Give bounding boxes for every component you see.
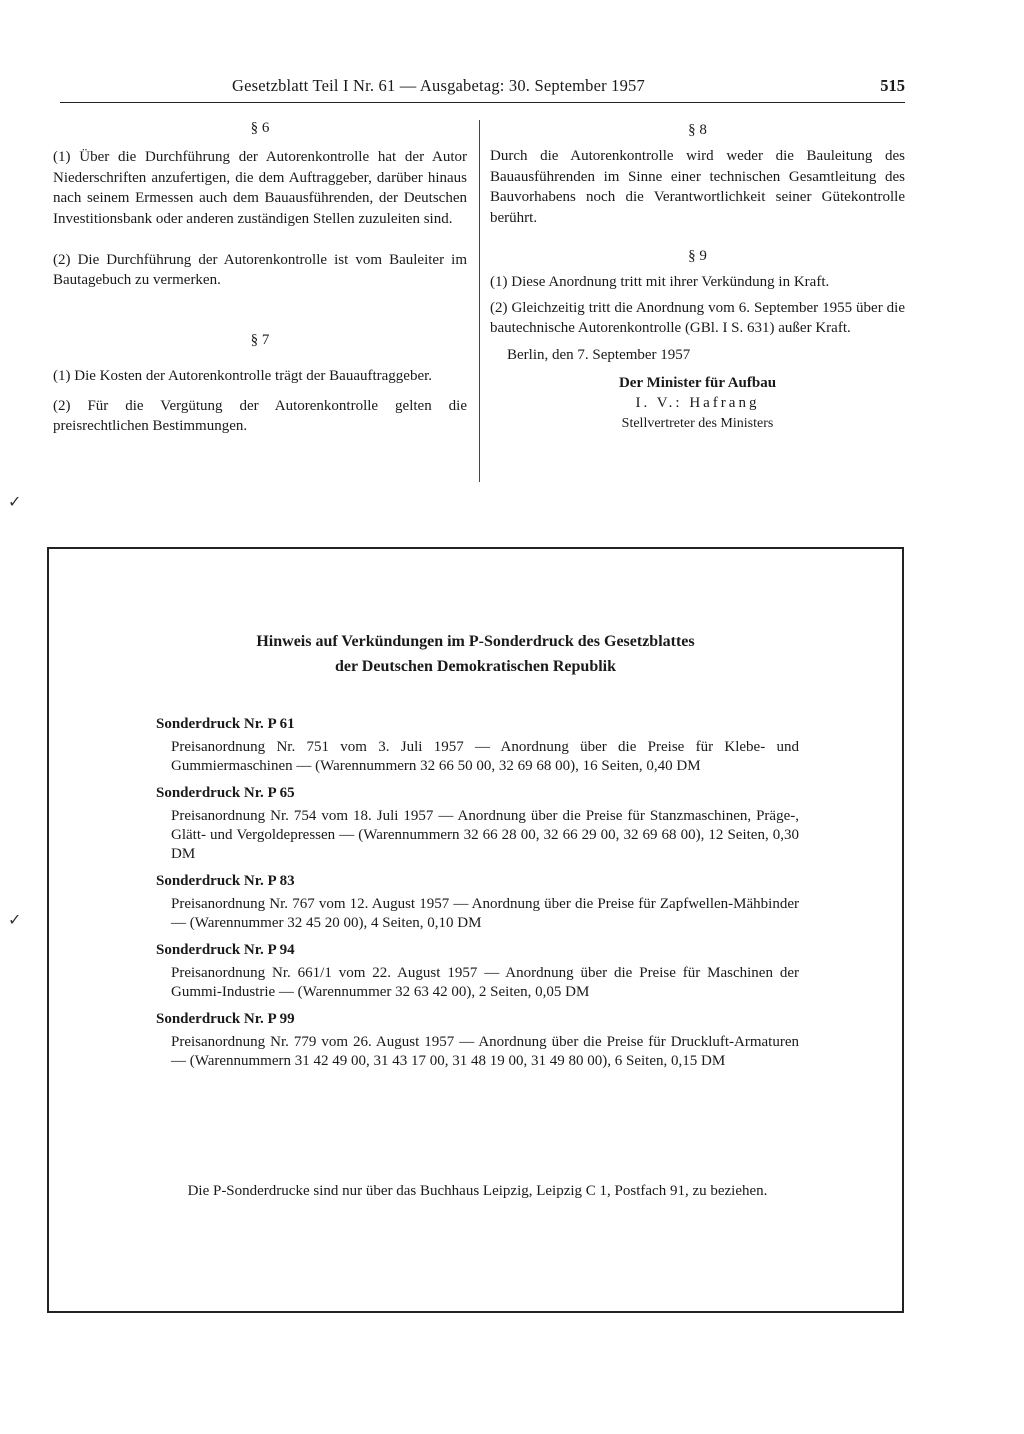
entry-text: Preisanordnung Nr. 754 vom 18. Juli 1957 — Anordnung über die Preise für Stanzmaschinen, Präge-, Glätt- und Vergoldepressen — (Warennummern 32 66 28 00, 32 66 29 00, 32 69 68 00), 12 Seiten, 0,30 DM (171, 808, 799, 862)
notice-title (49, 629, 902, 679)
place-date: Berlin, den 7. September 1957 (507, 346, 691, 363)
entry-heading: Sonderdruck Nr. P 99 (156, 1011, 295, 1027)
list-item (156, 784, 799, 864)
margin-check-mark: ✓ (8, 494, 22, 511)
signatory-role: Stellvertreter des Ministers (621, 415, 774, 431)
entry-text: Preisanordnung Nr. 661/1 vom 22. August 1957 — Anordnung über die Preise für Maschinen der Gummi-Industrie — (Warennummer 32 63 42 00), 2 Seiten, 0,05 DM (171, 965, 799, 1000)
section-8-heading: § 8 (688, 122, 707, 138)
entry-text: Preisanordnung Nr. 779 vom 26. August 1957 — Anordnung über die Preise für Druckluft-Armaturen — (Warennummern 31 42 49 00, 31 43 17 00, 31 48 19 00, 31 49 80 00), 6 Seiten, 0,15 DM (171, 1034, 799, 1069)
section-6-heading: § 6 (250, 120, 270, 136)
section-7-paragraph-1: (1) Die Kosten der Autorenkontrolle trägt der Bauauftraggeber. (53, 368, 433, 385)
ordering-note: Die P-Sonderdrucke sind nur über das Buchhaus Leipzig, Leipzig C 1, Postfach 91, zu beziehen. (187, 1183, 768, 1199)
notice-title-line-2: der Deutschen Demokratischen Republik (334, 658, 617, 675)
notice-box (47, 547, 904, 1313)
special-print-list (156, 715, 799, 1079)
left-column (53, 118, 467, 436)
signatory-name: I. V.: Hafrang (635, 395, 760, 412)
section-7-paragraph-2: (2) Für die Vergütung der Autorenkontrolle gelten die preisrechtlichen Bestimmungen. (53, 397, 467, 435)
gazette-title: Gesetzblatt Teil I Nr. 61 — Ausgabetag: 30. September 1957 (232, 76, 645, 95)
page-header (60, 76, 905, 103)
section-6-paragraph-1: (1) Über die Durchführung der Autorenkontrolle hat der Autor Niederschriften anzufertigen, die dem Auftraggeber, darüber hinaus nach seinem Ermessen auch dem Bauausführenden, der Deutschen Investitionsbank oder anderen zuständigen Stellen zuzuleiten sind. (53, 149, 467, 227)
entry-heading: Sonderdruck Nr. P 94 (156, 942, 295, 958)
signatory-organization: Der Minister für Aufbau (618, 375, 777, 392)
entry-heading: Sonderdruck Nr. P 83 (156, 873, 295, 889)
entry-text: Preisanordnung Nr. 767 vom 12. August 1957 — Anordnung über die Preise für Zapfwellen-Mähbinder — (Warennummer 32 45 20 00), 4 Seiten, 0,10 DM (171, 896, 799, 931)
notice-title-line-1: Hinweis auf Verkündungen im P-Sonderdruck des Gesetzblattes (256, 633, 695, 650)
list-item (156, 1010, 799, 1071)
section-9-paragraph-2: (2) Gleichzeitig tritt die Anordnung vom 6. September 1955 über die bautechnische Autorenkontrolle (GBl. I S. 631) außer Kraft. (490, 299, 905, 337)
entry-text: Preisanordnung Nr. 751 vom 3. Juli 1957 — Anordnung über die Preise für Klebe- und Gummiermaschinen — (Warennummern 32 66 50 00, 32 69 68 00), 16 Seiten, 0,40 DM (171, 739, 799, 774)
entry-heading: Sonderdruck Nr. P 65 (156, 785, 295, 801)
section-8-paragraph-1: Durch die Autorenkontrolle wird weder die Bauleitung des Bauausführenden im Sinne einer technischen Gesamtleitung des Bauvorhabens noch die Verantwortlichkeit seiner Gütekontrolle berührt. (490, 148, 905, 226)
section-6-paragraph-2: (2) Die Durchführung der Autorenkontrolle ist vom Bauleiter im Bautagebuch zu vermerken. (53, 252, 467, 289)
entry-heading: Sonderdruck Nr. P 61 (156, 716, 295, 732)
section-7-heading: § 7 (250, 331, 270, 348)
section-9-heading: § 9 (688, 248, 707, 265)
column-divider (479, 120, 480, 482)
list-item (156, 715, 799, 776)
right-column (490, 120, 905, 434)
margin-check-mark: ✓ (8, 912, 22, 929)
list-item (156, 941, 799, 1002)
list-item (156, 872, 799, 933)
page-number: 515 (880, 76, 905, 95)
section-9-paragraph-1: (1) Diese Anordnung tritt mit ihrer Verkündung in Kraft. (490, 274, 830, 291)
